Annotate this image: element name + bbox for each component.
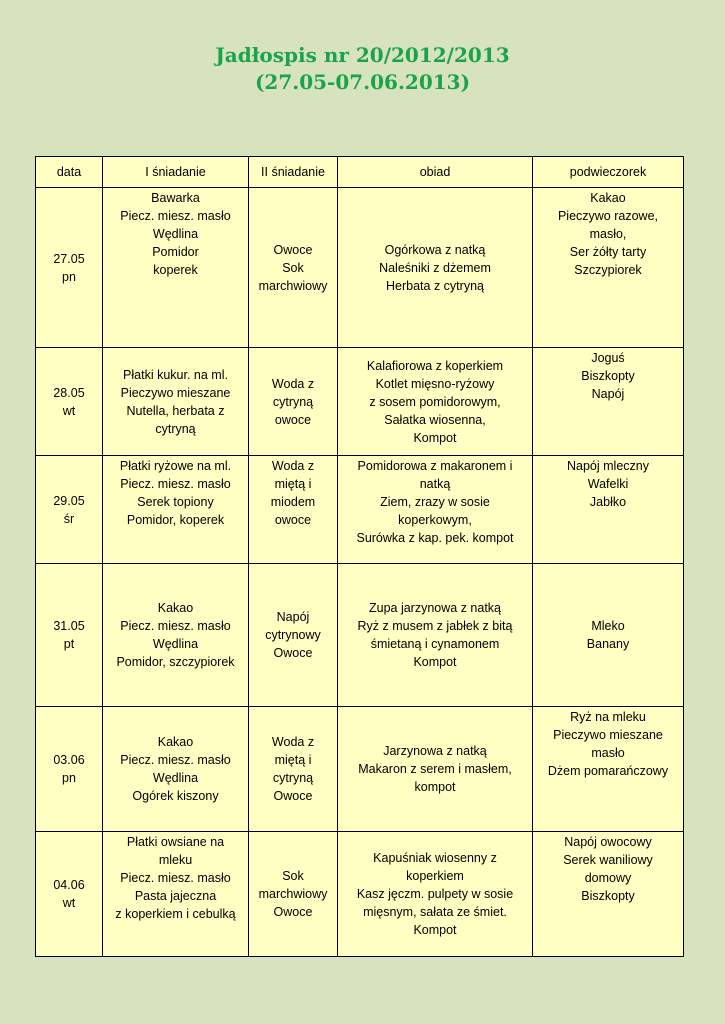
cell-line: Kompot [413,430,457,445]
cell-line: Pomidor, szczypiorek [116,655,235,669]
cell-line: Kotlet mięsno-ryżowy [375,376,495,391]
cell-line: Płatki kukur. na ml. [123,367,228,382]
cell-line: Sok [282,869,304,883]
cell-line: Jarzynowa z natką [383,744,487,758]
cell-line: Napój [276,610,310,624]
cell-line: Makaron z serem i masłem, [358,762,512,776]
cell-line: Piecz. miesz. masło [120,619,231,633]
lunch-cell [338,188,533,348]
cell-line: Pieczywo mieszane [553,728,663,742]
cell-line: miętą i [274,753,312,767]
cell-line: Mleko [591,619,625,633]
cell-line: domowy [584,871,632,885]
cell-line: masło [591,746,625,760]
snack-cell [533,564,684,707]
cell-line: mleku [158,853,193,867]
cell-line: Piecz. miesz. masło [120,477,231,491]
snack-cell [533,832,684,957]
cell-line: Napój owocowy [564,835,652,849]
cell-line: Kakao [590,191,626,205]
header-lunch: obiad [338,157,533,188]
date-cell [36,456,103,564]
page-title [0,42,725,96]
cell-line: 31.05 [53,619,85,633]
title-line-1: Jadłospis nr 20/2012/2013 [215,43,510,67]
cell-line: Woda z [271,459,315,473]
date-cell [36,564,103,707]
cell-line: 28.05 [53,385,85,400]
cell-line: Kakao [157,735,194,749]
cell-line: wt [62,403,76,418]
cell-line: koperkowym, [398,513,472,527]
cell-line: Owoce [273,905,313,919]
date-cell [36,188,103,348]
header-date: data [36,157,103,188]
cell-line: koperkiem [406,869,464,883]
breakfast-2-cell [249,188,338,348]
cell-line: Wędlina [152,227,199,241]
cell-line: 03.06 [53,753,85,767]
lunch-cell [338,348,533,456]
cell-line: Płatki owsiane na [126,835,225,849]
cell-line: Dżem pomarańczowy [547,764,669,778]
lunch-cell [338,832,533,957]
cell-line: Ogórkowa z natką [384,242,486,257]
cell-line: Wędlina [152,637,199,651]
cell-line: Ziem, zrazy w sosie [380,495,490,509]
cell-line: koperek [153,263,198,277]
cell-line: cytryną [272,394,314,409]
cell-line: Owoce [273,646,313,660]
table-row [36,456,684,564]
cell-line: Płatki ryżowe na ml. [119,459,232,473]
cell-line: cytryną [155,421,196,436]
cell-line: owoce [274,412,312,427]
breakfast-2-cell [249,348,338,456]
date-cell [36,707,103,832]
cell-line: Naleśniki z dżemem [379,260,491,275]
cell-line: kompot [414,780,456,794]
cell-line: Owoce [273,242,313,257]
cell-line: cytrynowy [265,628,321,642]
cell-line: Pomidor [152,245,199,259]
cell-line: Joguś [591,351,625,365]
table-row [36,188,684,348]
snack-cell [533,188,684,348]
cell-line: Wędlina [152,771,199,785]
cell-line: Biszkopty [581,889,635,903]
cell-line: Szczypiorek [574,263,642,277]
cell-line: Ryż z musem z jabłek z bitą [357,619,513,633]
cell-line: z sosem pomidorowym, [369,394,501,409]
cell-line: mięsnym, sałata ze śmiet. [363,905,507,919]
cell-line: Kompot [413,655,457,669]
header-breakfast-1: I śniadanie [103,157,249,188]
header-breakfast-2: II śniadanie [249,157,338,188]
cell-line: Pasta jajeczna [134,889,217,903]
breakfast-1-cell [103,348,249,456]
header-row [36,157,684,188]
cell-line: Bawarka [151,191,200,205]
cell-line: Pomidorowa z makaronem i [357,459,513,473]
cell-line: Nutella, herbata z [126,403,225,418]
cell-line: Serek topiony [137,495,214,509]
title-line-2: (27.05-07.06.2013) [254,70,471,94]
cell-line: Pieczywo mieszane [120,385,231,400]
cell-line: cytryną [272,771,314,785]
cell-line: Piecz. miesz. masło [120,753,231,767]
cell-line: masło, [589,227,627,241]
menu-table [35,156,684,957]
cell-line: Biszkopty [581,369,635,383]
snack-cell [533,456,684,564]
cell-line: natką [419,477,451,491]
cell-line: owoce [274,513,312,527]
breakfast-1-cell [103,707,249,832]
cell-line: Ogórek kiszony [132,789,219,803]
cell-line: marchwiowy [258,278,328,293]
lunch-cell [338,564,533,707]
cell-line: Banany [586,637,630,651]
date-cell [36,832,103,957]
cell-line: pt [63,637,75,651]
header-snack: podwieczorek [533,157,684,188]
cell-line: Kasz jęczm. pulpety w sosie [356,887,514,901]
snack-cell [533,707,684,832]
cell-line: z koperkiem i cebulką [115,907,236,921]
lunch-cell [338,456,533,564]
cell-line: Piecz. miesz. masło [120,871,231,885]
cell-line: Herbata z cytryną [386,278,484,293]
cell-line: Kapuśniak wiosenny z [373,851,497,865]
cell-line: Kakao [157,601,194,615]
cell-line: Owoce [273,789,313,803]
cell-line: pn [62,269,76,284]
cell-line: Kalafiorowa z koperkiem [366,358,504,373]
cell-line: Piecz. miesz. masło [120,209,231,223]
cell-line: Kompot [413,923,457,937]
cell-line: marchwiowy [258,887,328,901]
cell-line: pn [62,771,76,785]
cell-line: Napój mleczny [567,459,649,473]
cell-line: 04.06 [53,878,85,892]
cell-line: Woda z [271,735,315,749]
breakfast-2-cell [249,456,338,564]
breakfast-1-cell [103,564,249,707]
breakfast-1-cell [103,188,249,348]
cell-line: 29.05 [53,493,85,508]
cell-line: wt [62,896,76,910]
table-row [36,832,684,957]
table-row [36,348,684,456]
breakfast-1-cell [103,832,249,957]
cell-line: Serek waniliowy [563,853,653,867]
date-cell [36,348,103,456]
breakfast-2-cell [249,832,338,957]
cell-line: Jabłko [589,495,627,509]
cell-line: Pomidor, koperek [126,513,225,527]
cell-line: Wafelki [587,477,629,491]
cell-line: Sok [282,260,304,275]
lunch-cell [338,707,533,832]
cell-line: 27.05 [53,251,85,266]
table-row [36,564,684,707]
cell-line: śr [63,511,75,526]
cell-line: Napój [591,387,625,401]
cell-line: Woda z [271,376,315,391]
cell-line: miętą i [274,477,312,491]
breakfast-2-cell [249,564,338,707]
cell-line: Ser żółty tarty [569,245,647,259]
cell-line: Zupa jarzynowa z natką [368,601,501,615]
cell-line: Ryż na mleku [570,710,646,724]
cell-line: Surówka z kap. pek. kompot [356,531,514,545]
snack-cell [533,348,684,456]
breakfast-2-cell [249,707,338,832]
breakfast-1-cell [103,456,249,564]
cell-line: Sałatka wiosenna, [384,412,486,427]
cell-line: Pieczywo razowe, [557,209,659,223]
cell-line: miodem [270,495,316,509]
table-row [36,707,684,832]
cell-line: śmietaną i cynamonem [370,637,500,651]
